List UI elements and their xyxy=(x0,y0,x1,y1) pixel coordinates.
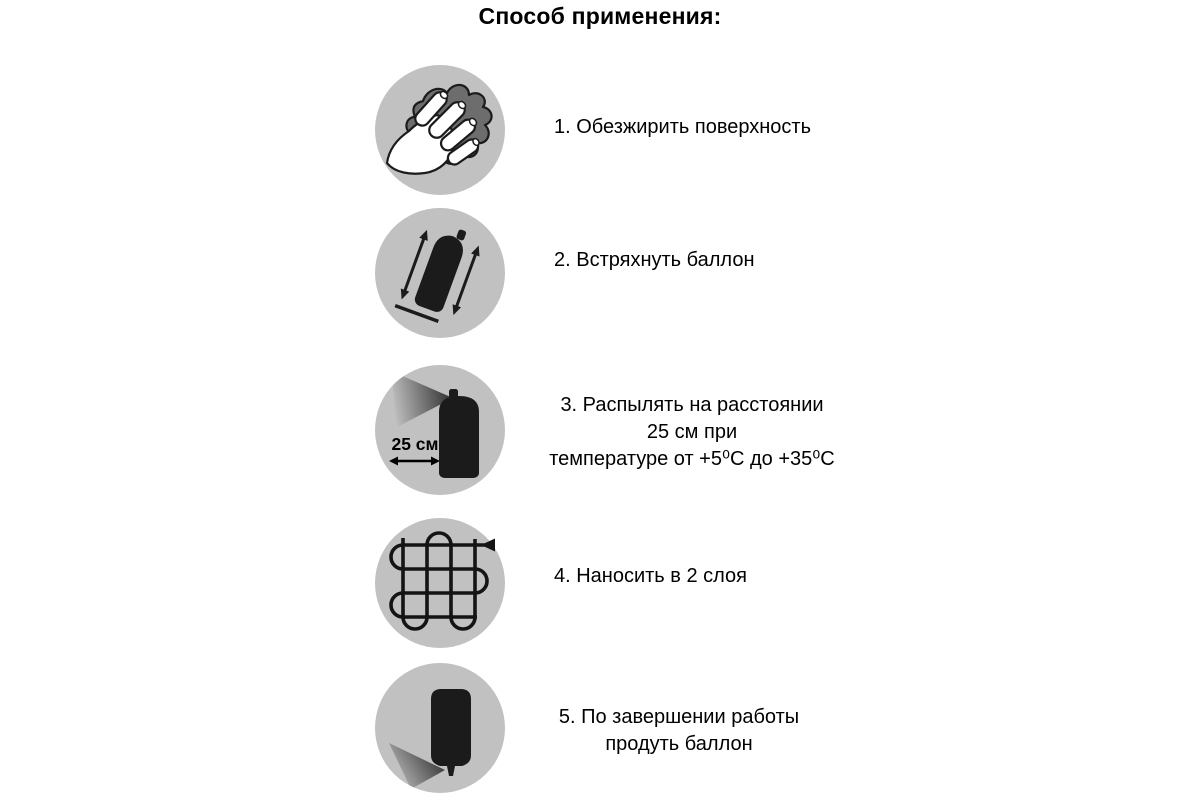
step-5-line: продуть баллон xyxy=(605,733,753,755)
shake-can-icon xyxy=(375,208,505,338)
step-1-line: 1. Обезжирить поверхность xyxy=(554,116,811,138)
step-2-line: 2. Встряхнуть баллон xyxy=(554,249,755,271)
purge-can-icon xyxy=(375,663,505,793)
page-title: Способ применения: xyxy=(478,3,722,29)
step-3-text xyxy=(545,392,839,473)
step-5-text xyxy=(545,704,813,758)
distance-label: 25 см xyxy=(391,434,439,454)
step-3-line: 3. Распылять на расстоянии xyxy=(560,394,824,416)
step-1-text xyxy=(554,114,811,141)
step-3-line: температуре от +5⁰С до +35⁰С xyxy=(549,448,835,470)
crosshatch-pattern-icon xyxy=(375,518,505,648)
step-2-text xyxy=(554,247,755,274)
hand-wipe-icon xyxy=(375,65,505,195)
step-4-text xyxy=(554,563,747,590)
spray-distance-icon xyxy=(375,365,505,495)
step-3-line: 25 см при xyxy=(646,421,738,443)
step-4-line: 4. Наносить в 2 слоя xyxy=(554,565,747,587)
step-5-line: 5. По завершении работы xyxy=(558,706,800,728)
